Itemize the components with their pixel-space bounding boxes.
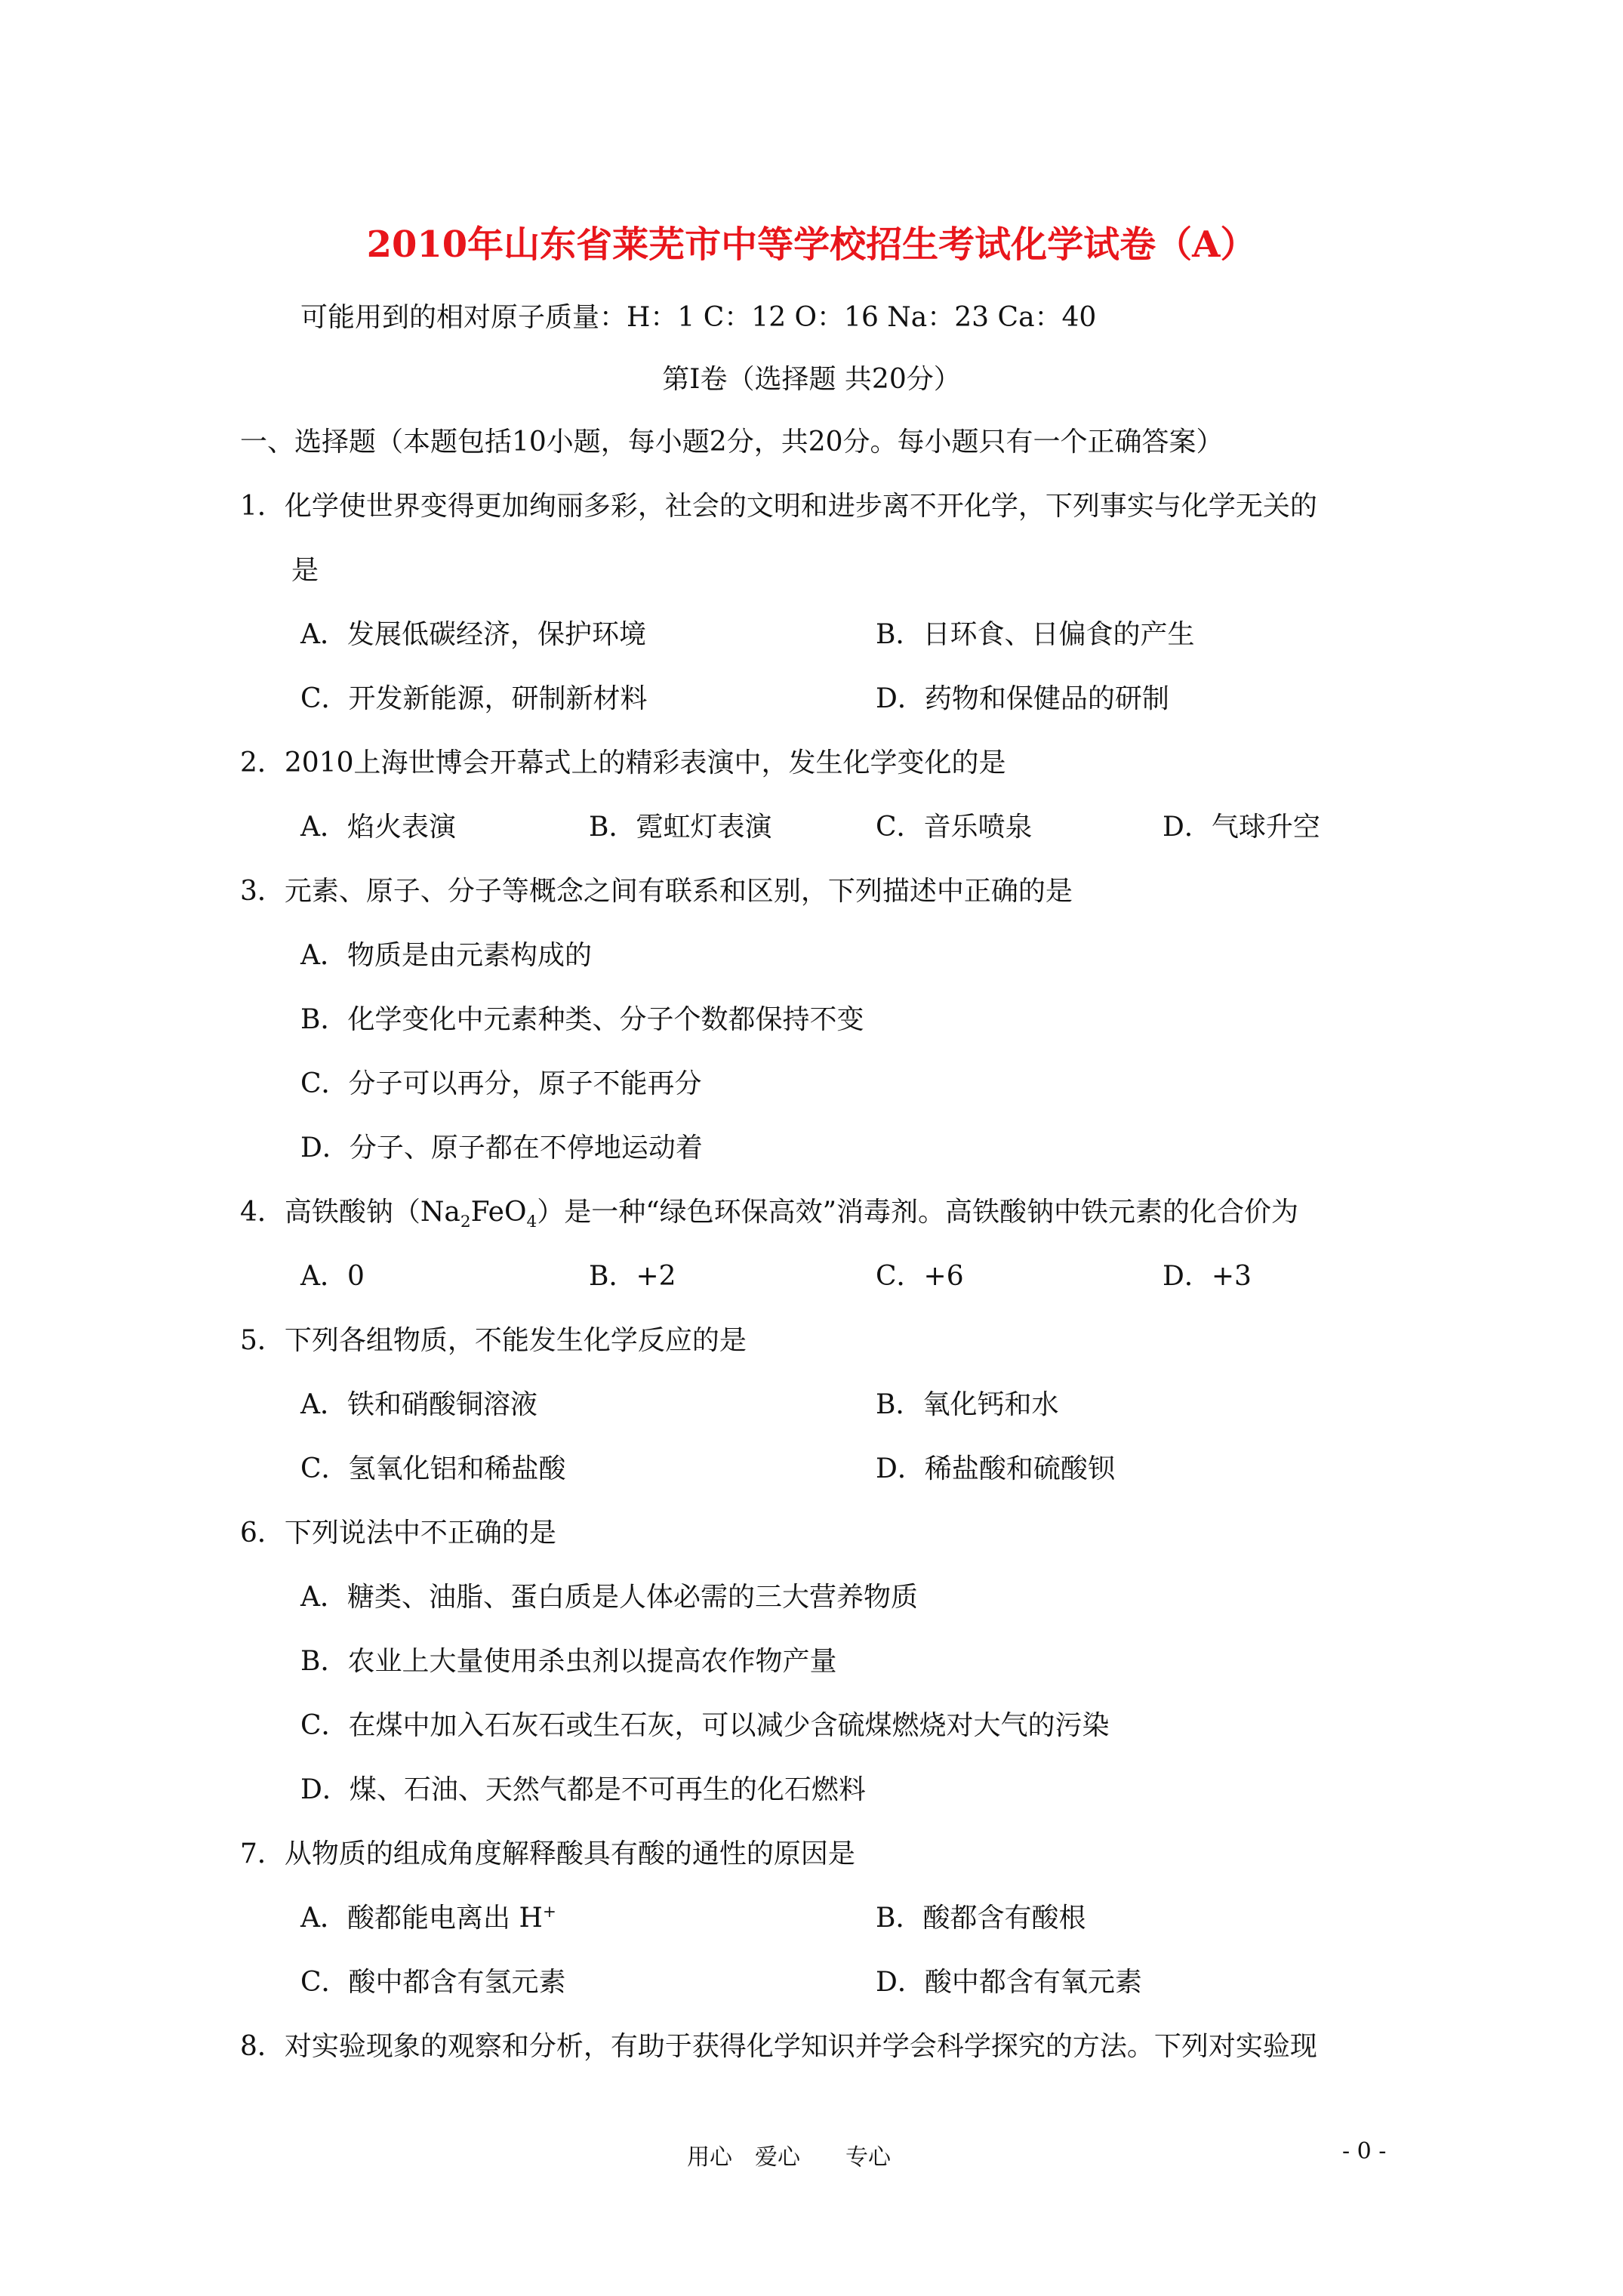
question-6-option-d: D．煤、石油、天然气都是不可再生的化石燃料 xyxy=(300,1774,866,1805)
question-3-option-a: A．物质是由元素构成的 xyxy=(300,940,592,971)
part-heading: 第Ⅰ卷（选择题 共20分） xyxy=(662,364,961,395)
question-7-option-c: C．酸中都含有氢元素 xyxy=(300,1967,566,1998)
footer-slogan: 用心 爱心 专心 xyxy=(687,2144,891,2171)
question-4-option-c: C．+6 xyxy=(876,1261,964,1292)
question-4-option-d: D．+3 xyxy=(1163,1261,1252,1292)
question-7-option-b: B．酸都含有酸根 xyxy=(876,1903,1086,1934)
question-4-stem xyxy=(240,1195,1298,1230)
question-1-stem-cont: 是 xyxy=(291,555,319,586)
question-4-option-a: A．0 xyxy=(300,1261,365,1292)
question-3-option-b: B．化学变化中元素种类、分子个数都保持不变 xyxy=(300,1004,864,1035)
question-4-stem-post: ）是一种“绿色环保高效”消毒剂。高铁酸钠中铁元素的化合价为 xyxy=(537,1197,1299,1228)
question-7-option-a-text: A．酸都能电离出 H xyxy=(300,1903,543,1934)
question-8-stem: 8．对实验现象的观察和分析，有助于获得化学知识并学会科学探究的方法。下列对实验现 xyxy=(240,2031,1317,2062)
question-4-stem-pre: 4．高铁酸钠（Na xyxy=(240,1197,460,1228)
question-3-option-d: D．分子、原子都在不停地运动着 xyxy=(300,1133,703,1163)
question-1-option-c: C．开发新能源，研制新材料 xyxy=(300,683,648,714)
question-1-stem: 1．化学使世界变得更加绚丽多彩，社会的文明和进步离不开化学，下列事实与化学无关的 xyxy=(240,491,1317,522)
question-1-option-b: B．日环食、日偏食的产生 xyxy=(876,619,1195,650)
question-2-option-d: D．气球升空 xyxy=(1163,812,1320,843)
ion-charge-superscript: + xyxy=(542,1903,556,1922)
question-3-stem: 3．元素、原子、分子等概念之间有联系和区别，下列描述中正确的是 xyxy=(240,876,1073,907)
question-5-option-a: A．铁和硝酸铜溶液 xyxy=(300,1389,537,1420)
question-6-option-b: B．农业上大量使用杀虫剂以提高农作物产量 xyxy=(300,1646,837,1677)
page-number: - 0 - xyxy=(1342,2138,1387,2165)
formula-subscript: 4 xyxy=(526,1213,537,1232)
section-heading: 一、选择题（本题包括10小题，每小题2分，共20分。每小题只有一个正确答案） xyxy=(240,427,1224,458)
formula-subscript: 2 xyxy=(460,1213,471,1232)
question-2-stem: 2．2010上海世博会开幕式上的精彩表演中，发生化学变化的是 xyxy=(240,747,1006,778)
question-6-option-c: C．在煤中加入石灰石或生石灰，可以减少含硫煤燃烧对大气的污染 xyxy=(300,1710,1110,1741)
question-5-option-b: B．氧化钙和水 xyxy=(876,1389,1059,1420)
question-1-option-d: D．药物和保健品的研制 xyxy=(876,683,1169,714)
question-2-option-a: A．焰火表演 xyxy=(300,812,456,843)
question-1-option-a: A．发展低碳经济，保护环境 xyxy=(300,619,646,650)
question-7-option-a xyxy=(300,1901,556,1936)
question-5-option-c: C．氢氧化铝和稀盐酸 xyxy=(300,1453,566,1484)
question-4-option-b: B．+2 xyxy=(589,1261,676,1292)
question-6-stem: 6．下列说法中不正确的是 xyxy=(240,1518,556,1549)
exam-title: 2010年山东省莱芜市中等学校招生考试化学试卷（A） xyxy=(366,223,1257,266)
question-5-stem: 5．下列各组物质，不能发生化学反应的是 xyxy=(240,1325,747,1356)
question-2-option-c: C．音乐喷泉 xyxy=(876,812,1033,843)
question-5-option-d: D．稀盐酸和硫酸钡 xyxy=(876,1453,1115,1484)
question-3-option-c: C．分子可以再分，原子不能再分 xyxy=(300,1068,702,1099)
question-7-stem: 7．从物质的组成角度解释酸具有酸的通性的原因是 xyxy=(240,1838,855,1869)
question-6-option-a: A．糖类、油脂、蛋白质是人体必需的三大营养物质 xyxy=(300,1582,918,1613)
question-4-stem-mid: FeO xyxy=(470,1197,527,1228)
question-7-option-d: D．酸中都含有氧元素 xyxy=(876,1967,1142,1998)
question-2-option-b: B．霓虹灯表演 xyxy=(589,812,772,843)
atomic-masses-note: 可能用到的相对原子质量：H：1 C：12 O：16 Na：23 Ca：40 xyxy=(300,302,1097,333)
